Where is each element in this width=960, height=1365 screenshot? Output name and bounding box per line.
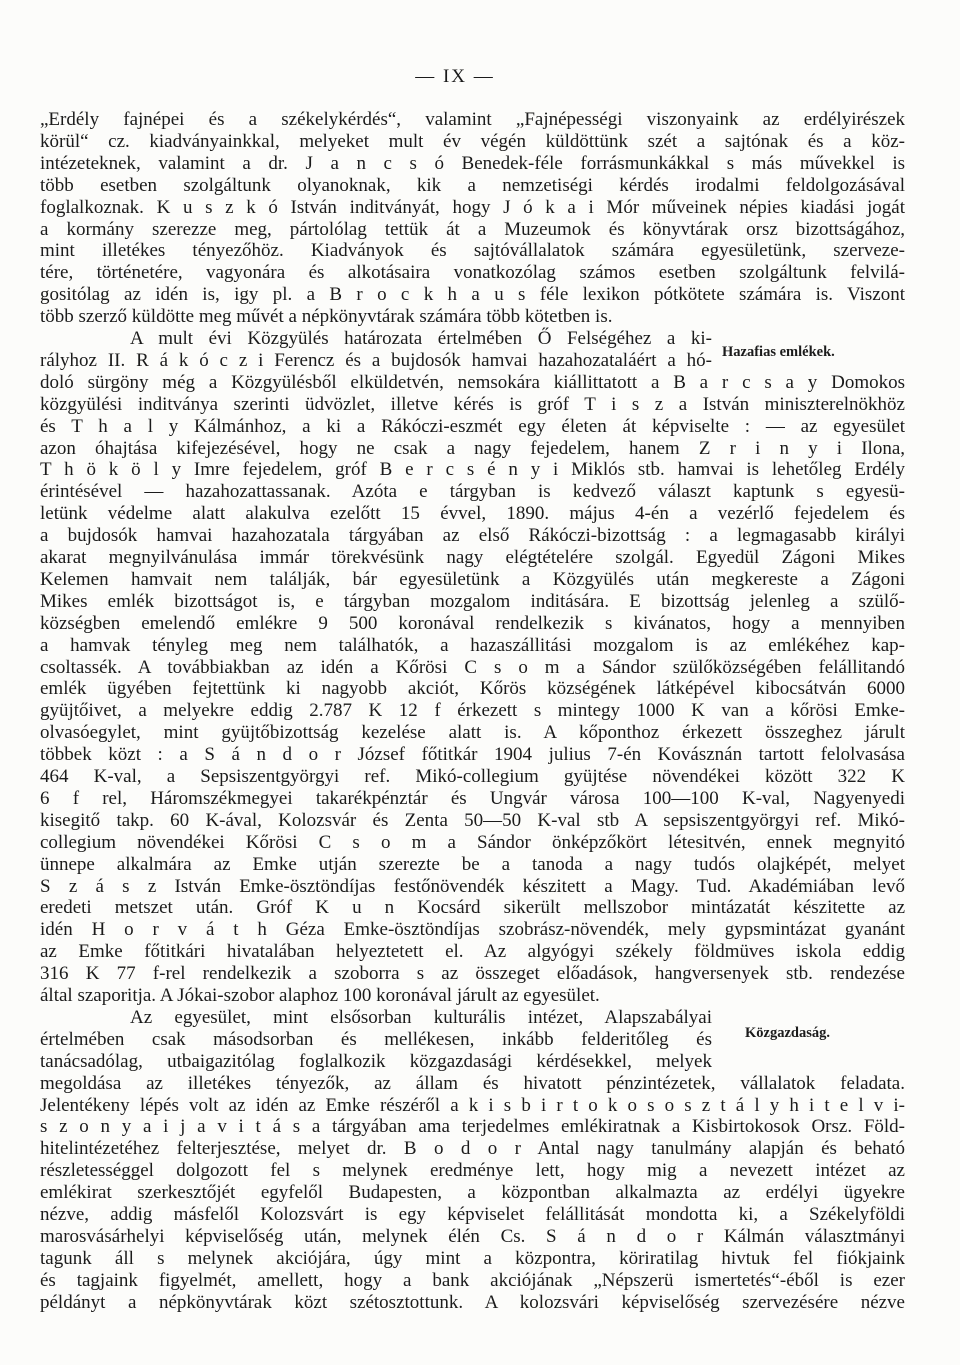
text-line: marosvásárhelyi képviselőség után, melynek élén Cs. S á n d o r Kálmán választmányi	[40, 1225, 905, 1247]
text-line: 316 K 77 f-rel rendelkezik a szoborra s az összeget előadások, hangversenyek stb. rendezése	[40, 963, 905, 985]
text-line: az Emke főtitkári hivatalában helyeztetett el. Az algyógyi székely földmüves iskola eddig	[40, 941, 905, 963]
margin-note-economy: Közgazdaság.	[745, 1025, 830, 1041]
text-line: csoltassék. A továbbiakban az idén a Kőrösi C s o m a Sándor szülőközségében felállitandó	[40, 656, 905, 678]
text-line: nézve, addig másfelől Kolozsvárt is egy képviselet felállitását mondotta ki, a Székelyföldi	[40, 1204, 905, 1225]
text-line: foglalkoznak. K u s z k ó István inditványát, hogy J ó k a i Mór műveinek népies kiadási jogát	[40, 196, 905, 218]
text-line: gositólag az idén is, igy pl. a B r o c k h a u s féle lexikon pótkötete számára is. Viszont	[40, 284, 905, 306]
text-line: mint illetékes tényezőhöz. Kiadványok és sajtóvállalatok számára egyesületünk, szerveze-	[40, 240, 905, 262]
text-line: és T h a l y Kálmánhoz, a ki a Rákóczi-eszmét egy életen át képviselte : — az egyesület	[40, 415, 905, 437]
text-line: rályhoz II. R á k ó c z i Ferencz és a bujdosók hamvai hazahozataláért a hó-	[40, 349, 712, 371]
text-line: többek közt : a S á n d o r József főtitkár 1904 julius 7-én Kovásznán tartott felolvasása	[40, 744, 905, 766]
text-line: közgyülési inditványa szerinti üdvözlet, illetve kérés is gróf T i s z a István miniszterelnökhöz	[40, 393, 905, 415]
text-line: és tagjaink figyelmét, amellett, hogy a bank akciójának „Népszerü ismertetés“-éből is ezer	[40, 1269, 905, 1291]
text-line: intézeteknek, valamint a dr. J a n c s ó Benedek-féle forrásmunkákkal s más művekkel is	[40, 152, 905, 174]
text-line: tére, történetére, vagyonára és alkotásaira vonatkozólag számos esetben szolgáltunk felvilá-	[40, 262, 905, 284]
text-line: megoldása az illetékes tényezők, az állam és hivatott pénzintézetek, vállalatok feladata.	[40, 1072, 905, 1094]
text-line: s z o n y a i j a v i t á s a tárgyában ama terjedelmes emlékiratnak a Kisbirtokosok Orsz. Föld-	[40, 1116, 905, 1138]
text-line: 6 f rel, Háromszékmegyei takarékpénztár és Ungvár városa 100—100 K-val, Nagyenyedi	[40, 787, 905, 809]
text-line: „Erdély fajnépei és a székelykérdés“, valamint „Fajnépességi viszonyaink az erdélyirészek	[40, 109, 905, 130]
text-line: által szaporitja. A Jókai-szobor alaphoz 100 koronával járult az egyesület.	[40, 985, 600, 1006]
text-line: doló sürgöny még a Közgyülésből elküldetvén, nemsokára kiállittatott a B a r c s a y Domokos	[40, 371, 905, 393]
page-number: — IX —	[415, 66, 495, 87]
text-line: 464 K-val, a Sepsiszentgyörgyi ref. Mikó-collegium gyüjtése növendékei között 322 K	[40, 766, 905, 787]
text-line: letünk védelme alatt alakulva ezelőtt 15 évvel, 1890. május 4-én a vezérlő fejedelem és	[40, 503, 905, 525]
text-line: emlékirat szerkesztőjét egyfelől Budapesten, a központban alkalmazta az erdélyi ügyekre	[40, 1182, 905, 1204]
text-line: T h ö k ö l y Imre fejedelem, gróf B e r c s é n y i Miklós stb. hamvai is lehetőleg Erdély	[40, 459, 905, 481]
text-line: collegium növendékei Kőrösi C s o m a Sándor önképzőkört létesitvén, ennek megnyitó	[40, 831, 905, 853]
text-line: érintésével — hazahozattassanak. Azóta e tárgyban is kedvező választ kaptunk s egyesü-	[40, 481, 905, 503]
text-line: értelmében csak másodsorban és mellékesen, inkább felderitőleg és	[40, 1028, 712, 1050]
text-line: tanácsadólag, utbaigazitólag foglalkozik közgazdasági kérdésekkel, melyek	[40, 1050, 712, 1072]
text-line: a bujdosók hamvai hazahozatala tárgyában az első Rákóczi-bizottság : a legmagasabb királyi	[40, 525, 905, 547]
text-line: kisegitő takp. 60 K-ával, Kolozsvár és Zenta 50—50 K-val stb A sepsiszentgyörgyi ref. Mikó-	[40, 809, 905, 831]
text-line: tagunk áll s melynek akciójára, úgy mint a központra, köriratilag hivtuk fel fiókjaink	[40, 1247, 905, 1269]
text-line: Jelentékeny lépés volt az idén az Emke részéről a k i s b i r t o k o s o s z t á l y h i t e l v i-	[40, 1094, 905, 1116]
margin-note-patriotic-memorials: Hazafias emlékek.	[722, 344, 835, 360]
text-line: Mikes emlék bizottságot is, e tárgyban mozgalom inditására. E bizottság jelenleg a szülő-	[40, 590, 905, 612]
text-line: S z á s z István Emke-ösztöndíjas festőnövendék készitett a Magy. Tud. Akadémiában levő	[40, 875, 905, 897]
text-line: emlék ügyében fejtettünk ki nagyobb akciót, Kőrös községének látképével kibocsátván 6000	[40, 678, 905, 700]
text-line: részletességgel dolgozott fel s melynek eredménye lett, hogy mig a nevezett intézet az	[40, 1160, 905, 1182]
text-line: községben emelendő emlékre 9 500 koronával rendelkezik s kivánatos, hogy a mennyiben	[40, 612, 905, 634]
text-line: Az egyesület, mint elsősorban kulturális intézet, Alapszabályai	[130, 1006, 712, 1028]
text-line: több esetben szolgáltunk olyanoknak, kik a nemzetiségi kérdés irodalmi feldolgozásával	[40, 174, 905, 196]
text-line: több szerző küldötte meg művét a népkönyvtárak számára több kötetben is.	[40, 306, 613, 328]
text-line: hitelintézetéhez felterjesztése, melyet dr. B o d o r Antal nagy tanulmány alapján és beható	[40, 1138, 905, 1160]
text-line: a kormány szerezze meg, pártolólag tettük át a Muzeumok és könyvtárak orsz bizottságához,	[40, 218, 905, 240]
text-line: gyüjtőivet, a melyekre eddig 2.787 K 12 f érkezett s mintegy 1000 K van a kőrösi Emke-	[40, 700, 905, 722]
text-line: eredeti metszet után. Gróf K u n Kocsárd sikerült mellszobor mintázatát készitette az	[40, 897, 905, 919]
text-line: azon óhajtása kifejezésével, hogy ne csak a nagy fejedelem, hanem Z r i n y i Ilona,	[40, 437, 905, 459]
text-line: ünnepe alkalmára az Emke utján szerezte be a tanoda a nagy tudós olajképét, melyet	[40, 853, 905, 875]
text-line: példányt a népkönyvtárak közt szétosztottunk. A kolozsvári képviselőség szervezésére nézve	[40, 1291, 905, 1313]
text-line: a hamvak tényleg meg nem találhatók, a hazaszállitási mozgalom is az emlékéhez kap-	[40, 634, 905, 656]
text-line: akarat megnyilvánulása immár törekvésünk nagy elégtételére szolgál. Egyedül Zágoni Mikes	[40, 547, 905, 568]
text-line: A mult évi Közgyülés határozata értelmében Ő Felségéhez a ki-	[130, 328, 712, 349]
text-line: idén H o r v á t h Géza Emke-ösztöndíjas szobrász-növendék, mely gypsmintázat gyanánt	[40, 919, 905, 941]
text-line: olvasóegylet, mint gyüjtőbizottság kezelése alatt is. A kőponthoz érkezett összeghez járult	[40, 722, 905, 744]
text-line: körül“ cz. kiadványainkkal, melyeket mult év végén küldöttünk szét a sajtónak és a köz-	[40, 130, 905, 152]
text-line: Kelemen hamvait nem találják, bár egyesületünk a Közgyülés után megkereste a Zágoni	[40, 568, 905, 590]
